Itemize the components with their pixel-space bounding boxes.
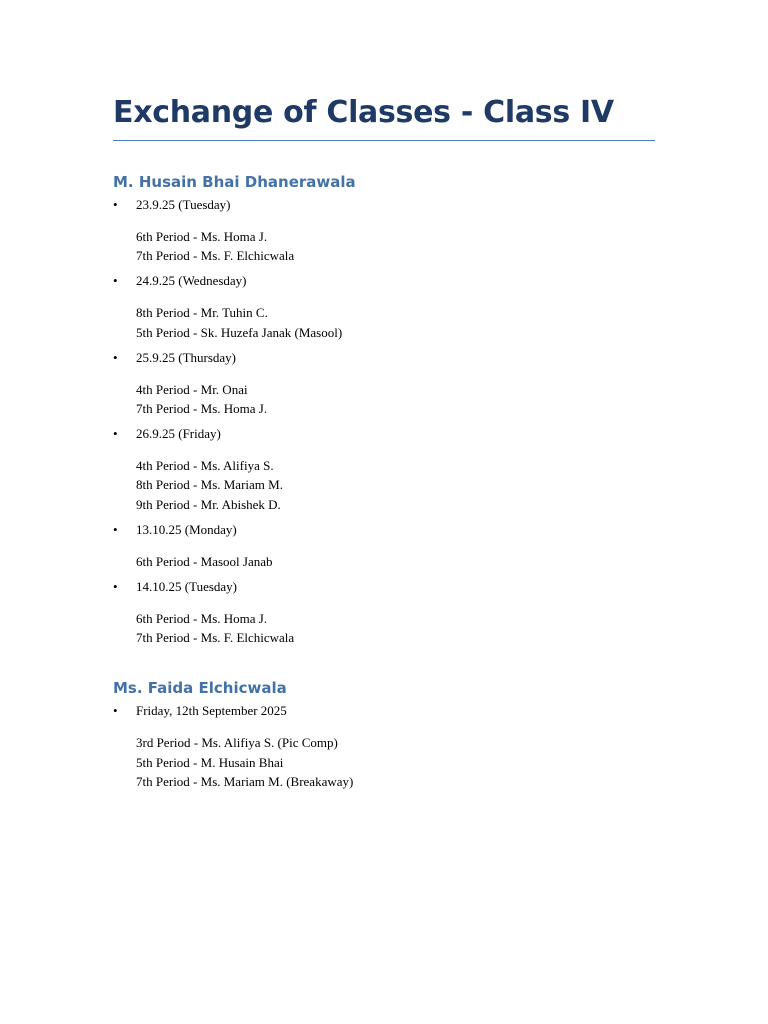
period-list bbox=[113, 552, 655, 571]
day-date: 26.9.25 (Friday) bbox=[136, 426, 221, 442]
list-item bbox=[113, 577, 655, 596]
bullet-icon: • bbox=[113, 426, 118, 442]
period-line: 6th Period - Ms. Homa J. bbox=[136, 229, 268, 244]
day-entry bbox=[113, 348, 655, 418]
period-line: 7th Period - Ms. F. Elchicwala bbox=[136, 630, 295, 646]
bullet-icon: • bbox=[113, 579, 118, 595]
document-title: Exchange of Classes - Class IV bbox=[113, 92, 655, 141]
list-item bbox=[113, 424, 655, 443]
day-date: 13.10.25 (Monday) bbox=[136, 521, 237, 537]
bullet-icon: • bbox=[113, 197, 118, 212]
period-line: 6th Period - Ms. Homa J. bbox=[136, 611, 268, 627]
day-entry bbox=[113, 424, 655, 514]
period-line: 7th Period - Ms. Mariam M. (Breakaway) bbox=[136, 773, 354, 789]
period-list bbox=[113, 609, 655, 647]
period-line: 3rd Period - Ms. Alifiya S. (Pic Comp) bbox=[136, 735, 338, 751]
period-list bbox=[113, 227, 655, 265]
period-line: 4th Period - Ms. Alifiya S. bbox=[136, 458, 274, 474]
period-line: 8th Period - Ms. Mariam M. bbox=[136, 477, 283, 493]
period-line: 8th Period - Mr. Tuhin C. bbox=[136, 305, 268, 321]
period-line: 4th Period - Mr. Onai bbox=[136, 381, 248, 397]
list-item bbox=[113, 520, 655, 539]
period-line: 7th Period - Ms. F. Elchicwala bbox=[136, 248, 295, 264]
day-date: 23.9.25 (Tuesday) bbox=[136, 197, 231, 212]
list-item bbox=[113, 348, 655, 367]
period-line: 6th Period - Masool Janab bbox=[136, 553, 273, 569]
day-entry bbox=[113, 577, 655, 647]
period-line: 5th Period - Sk. Huzefa Janak (Masool) bbox=[136, 324, 343, 340]
bullet-icon: • bbox=[113, 273, 118, 289]
period-list bbox=[113, 303, 655, 341]
day-date: 25.9.25 (Thursday) bbox=[136, 349, 237, 365]
period-line: 9th Period - Mr. Abishek D. bbox=[136, 496, 281, 512]
teacher-section bbox=[113, 678, 655, 791]
bullet-icon: • bbox=[113, 521, 118, 537]
day-entry bbox=[113, 520, 655, 571]
day-entry bbox=[113, 195, 655, 265]
section-heading: M. Husain Bhai Dhanerawala bbox=[113, 173, 356, 191]
period-line: 7th Period - Ms. Homa J. bbox=[136, 401, 268, 417]
day-date: 14.10.25 (Tuesday) bbox=[136, 579, 237, 595]
day-entry bbox=[113, 271, 655, 341]
period-list bbox=[113, 733, 655, 791]
list-item bbox=[113, 271, 655, 290]
document-page bbox=[113, 92, 655, 791]
section-heading: Ms. Faida Elchicwala bbox=[113, 679, 287, 698]
period-list bbox=[113, 380, 655, 418]
bullet-icon: • bbox=[113, 349, 118, 365]
period-line: 5th Period - M. Husain Bhai bbox=[136, 754, 284, 770]
teacher-section bbox=[113, 172, 655, 647]
list-item bbox=[113, 701, 655, 720]
bullet-icon: • bbox=[113, 703, 118, 719]
day-entry bbox=[113, 701, 655, 791]
day-date: Friday, 12th September 2025 bbox=[136, 703, 287, 719]
list-item bbox=[113, 195, 655, 214]
day-date: 24.9.25 (Wednesday) bbox=[136, 273, 247, 289]
period-list bbox=[113, 456, 655, 514]
